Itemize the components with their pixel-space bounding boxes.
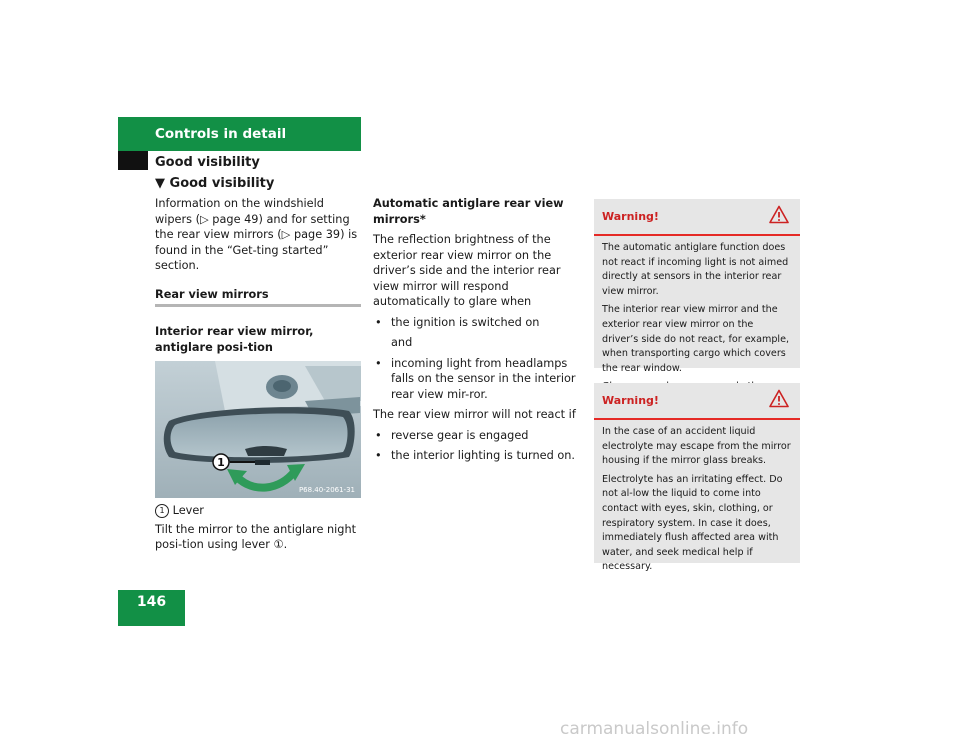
interior-mirror-illustration <box>155 361 361 498</box>
warning-title: Warning! <box>602 394 659 407</box>
mirror-photo <box>155 361 361 498</box>
bullet-ignition <box>373 315 585 331</box>
bullet-text: reverse gear is engaged <box>391 428 529 442</box>
section-marker-tab <box>118 151 148 170</box>
bullet-dot: • <box>375 449 382 462</box>
warning-triangle-icon <box>769 205 789 224</box>
legend-text: Lever <box>172 504 204 517</box>
bullet-text: the interior lighting is turned on. <box>391 449 576 462</box>
heading-interior-mirror: Interior rear view mirror, antiglare posi-tion <box>155 325 314 354</box>
warning-paragraph: Electrolyte has an irritating effect. Do not al-low the liquid to come into contact with eyes, skin, clothing, or respiratory system. In case it does, immediately flush affected area with water, and seek medical help if necessary. <box>602 473 783 573</box>
page-number: 146 <box>136 594 167 610</box>
and-text: and <box>391 336 413 349</box>
heading-automatic-antiglare: Automatic antiglare rear view mirrors* <box>373 197 564 226</box>
figure-callout-1: 1 <box>217 456 225 469</box>
warning-triangle-icon <box>769 389 789 408</box>
warning-paragraph: The interior rear view mirror and the exterior rear view mirror on the driver’s side do not react, for example, when transporting cargo which covers the rear window. <box>602 304 790 374</box>
section-title: Good visibility <box>155 155 260 170</box>
bullet-interior-lighting <box>373 448 585 464</box>
legend-item <box>155 503 361 519</box>
heading-rear-view-mirrors: Rear view mirrors <box>155 287 361 308</box>
warning-title: Warning! <box>602 210 659 223</box>
bullet-text: incoming light from headlamps falls on the sensor in the interior rear view mir-ror. <box>391 356 576 401</box>
left-column <box>155 196 361 553</box>
warning-paragraph: In the case of an accident liquid electrolyte may escape from the mirror housing if the mirror glass breaks. <box>602 426 791 467</box>
middle-column <box>373 196 585 464</box>
warning-box-electrolyte <box>594 383 800 573</box>
subsection-title: ▼ Good visibility <box>155 176 275 191</box>
bullet-dot: • <box>375 428 382 442</box>
warning-header <box>594 383 800 420</box>
bullet-reverse-gear <box>373 428 585 444</box>
intro-paragraph: Information on the windshield wipers (▷ page 49) and for setting the rear view mirrors (▷ page 39) is found in the “Get-ting started” section. <box>155 197 358 272</box>
antiglare-intro: The reflection brightness of the exterior rear view mirror on the driver’s side and the interior rear view mirror will respond automatically to glare when <box>373 233 561 308</box>
not-react-text: The rear view mirror will not react if <box>373 408 576 421</box>
warning-header <box>594 199 800 236</box>
bullet-dot: • <box>375 315 382 329</box>
warning-body <box>594 236 800 405</box>
legend-number: 1 <box>155 504 169 518</box>
warning-paragraph: The automatic antiglare function does not react if incoming light is not aimed directly at sensors in the interior rear view mirror. <box>602 242 789 297</box>
figure-code: P68.40-2061-31 <box>298 486 355 494</box>
warning-body <box>594 420 800 585</box>
warning-box-antiglare <box>594 199 800 374</box>
instruction-paragraph: Tilt the mirror to the antiglare night posi-tion using lever ①. <box>155 522 357 551</box>
bullet-headlamps <box>373 356 585 403</box>
watermark-text[interactable]: carmanualsonline.info <box>560 719 749 739</box>
bullet-dot: • <box>375 356 382 370</box>
bullet-text: the ignition is switched on <box>391 315 540 329</box>
chapter-title: Controls in detail <box>155 126 287 142</box>
